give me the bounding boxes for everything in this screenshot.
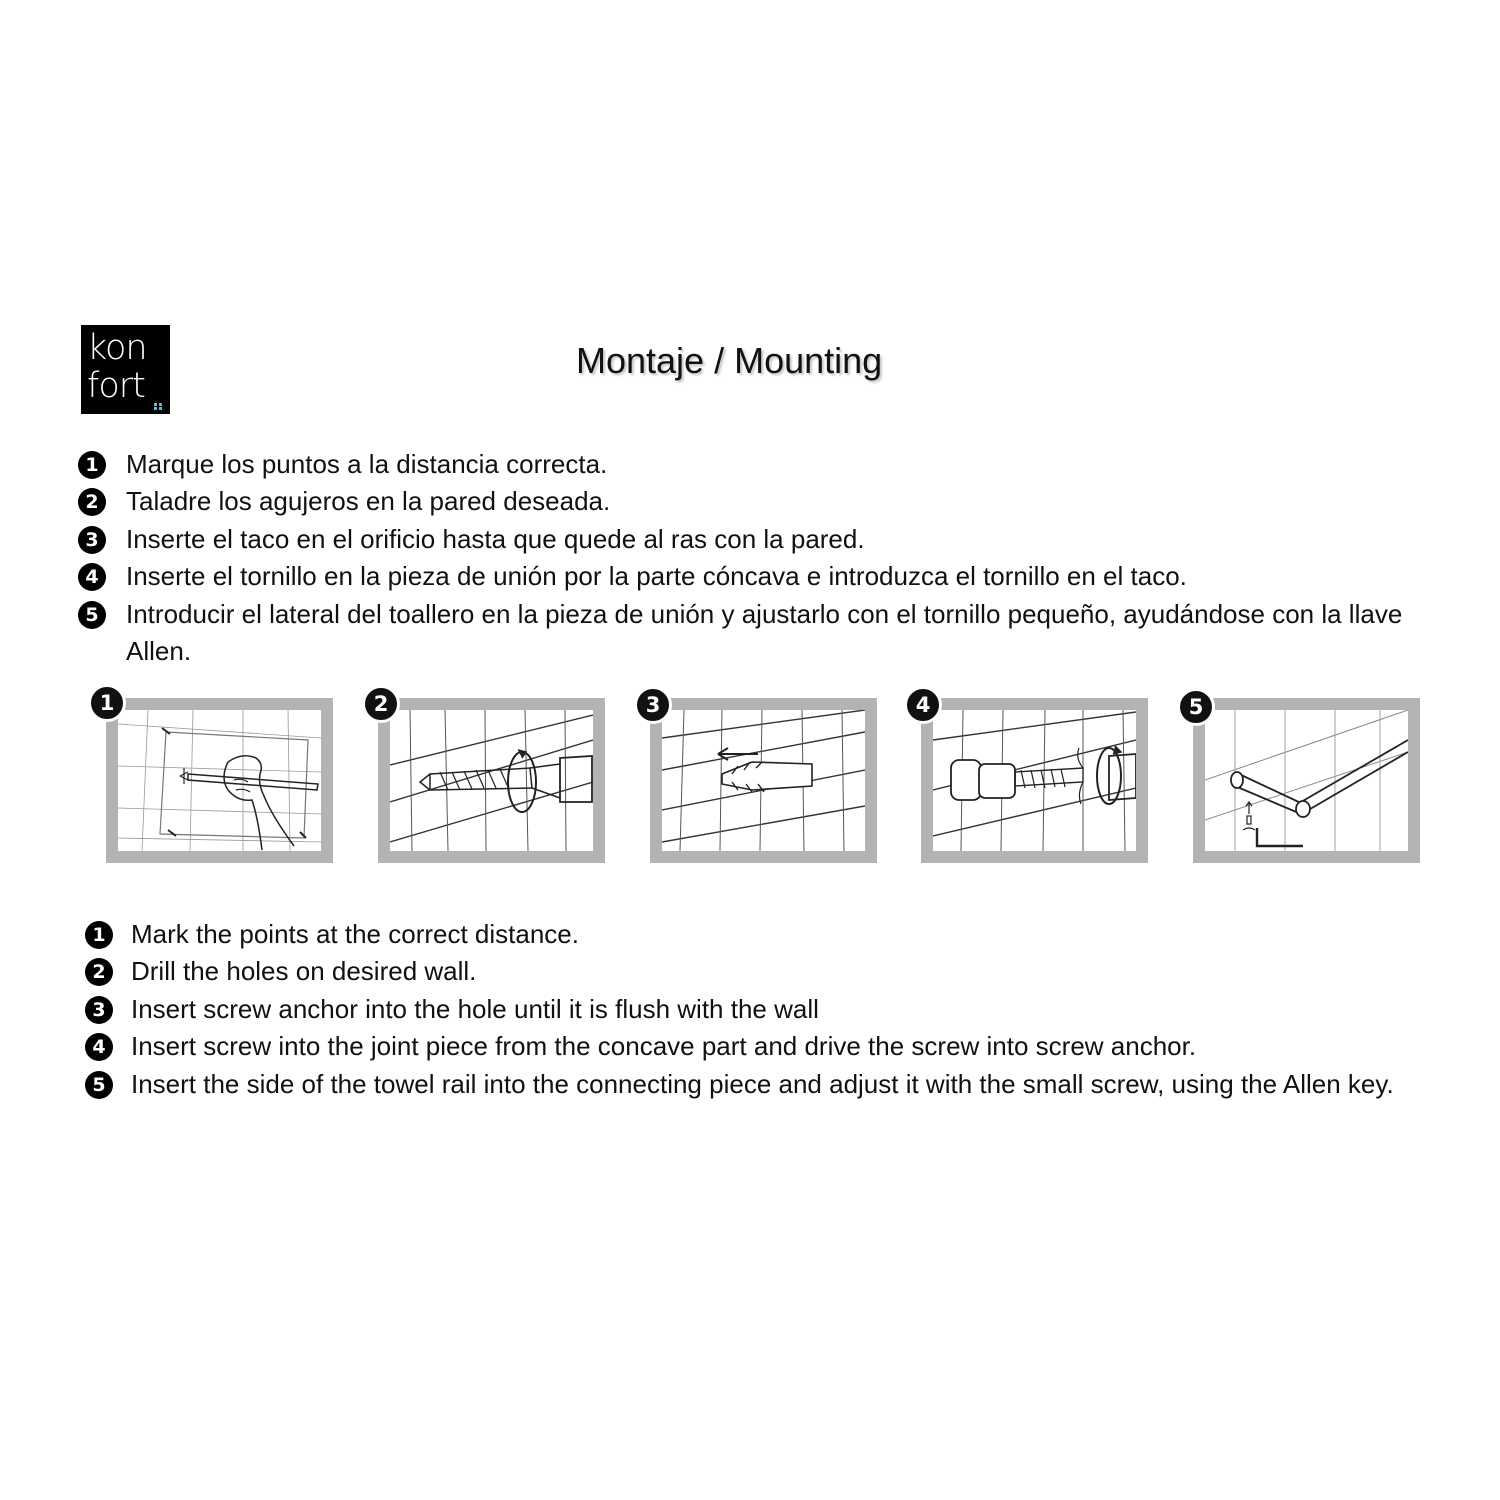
- insert-screw-illustration-icon: [933, 710, 1136, 851]
- step-text: Introducir el lateral del toallero en la pieza de unión y ajustarlo con el tornillo pequeño, ayudándose con la llave Allen.: [126, 598, 1403, 667]
- step-en-2: [76, 953, 1466, 990]
- step-text: Marque los puntos a la distancia correcta.: [126, 449, 608, 479]
- step-number-badge: 1: [85, 921, 113, 949]
- attach-rail-illustration-icon: [1205, 710, 1408, 851]
- illustration-panel-4: [915, 693, 1148, 863]
- logo-text-top: kon: [87, 328, 147, 368]
- step-number-badge: 2: [78, 488, 106, 516]
- step-number-badge: 5: [78, 601, 106, 629]
- step-en-1: [76, 916, 1466, 953]
- step-number-badge: 2: [362, 685, 400, 723]
- brand-logo: [81, 325, 170, 414]
- insert-anchor-illustration-icon: [662, 710, 865, 851]
- step-number-badge: 3: [634, 686, 672, 724]
- logo-dots-icon: [154, 403, 163, 409]
- page-title: Montaje / Mounting: [576, 340, 883, 381]
- step-number-badge: 1: [88, 684, 126, 722]
- step-text: Inserte el taco en el orificio hasta que quede al ras con la pared.: [126, 523, 865, 554]
- step-number-badge: 1: [78, 451, 106, 479]
- step-es-1: [76, 446, 1466, 483]
- step-en-3: [76, 991, 1466, 1028]
- step-es-3: [76, 521, 1466, 558]
- step-text: Taladre los agujeros en la pared deseada.: [126, 486, 611, 517]
- step-text: Insert screw into the joint piece from the concave part and drive the screw into screw anchor.: [131, 1031, 1197, 1062]
- step-number-badge: 5: [85, 1071, 113, 1099]
- illustration-panel-2: [373, 692, 605, 863]
- step-text: Drill the holes on desired wall.: [131, 956, 477, 987]
- step-es-5: [76, 596, 1466, 671]
- drill-hole-illustration-icon: [390, 710, 593, 851]
- step-number-badge: 4: [85, 1033, 113, 1061]
- step-text: Mark the points at the correct distance.: [131, 919, 579, 949]
- step-text: Insert screw anchor into the hole until it is flush with the wall: [131, 993, 819, 1024]
- step-number-badge: 4: [78, 563, 106, 591]
- step-number-badge: 4: [904, 686, 942, 724]
- step-es-2: [76, 483, 1466, 520]
- illustration-panel-3: [645, 693, 877, 863]
- instructions-english: [76, 916, 1466, 1103]
- step-number-badge: 5: [1177, 688, 1215, 726]
- step-text: Inserte el tornillo en la pieza de unión por la parte cóncava e introduzca el tornillo en el taco.: [126, 561, 1187, 592]
- illustration-panel-5: [1188, 695, 1420, 863]
- step-en-4: [76, 1028, 1466, 1065]
- step-text: Insert the side of the towel rail into the connecting piece and adjust it with the small screw, using the Allen key.: [131, 1068, 1394, 1099]
- step-number-badge: 3: [85, 996, 113, 1024]
- step-number-badge: 2: [85, 958, 113, 986]
- mark-points-illustration-icon: [118, 710, 321, 851]
- step-en-5: [76, 1066, 1466, 1103]
- instructions-spanish: [76, 446, 1466, 670]
- step-es-4: [76, 558, 1466, 595]
- illustration-panel-1: [99, 691, 333, 863]
- logo-text-bottom: fort: [87, 366, 145, 406]
- step-number-badge: 3: [78, 526, 106, 554]
